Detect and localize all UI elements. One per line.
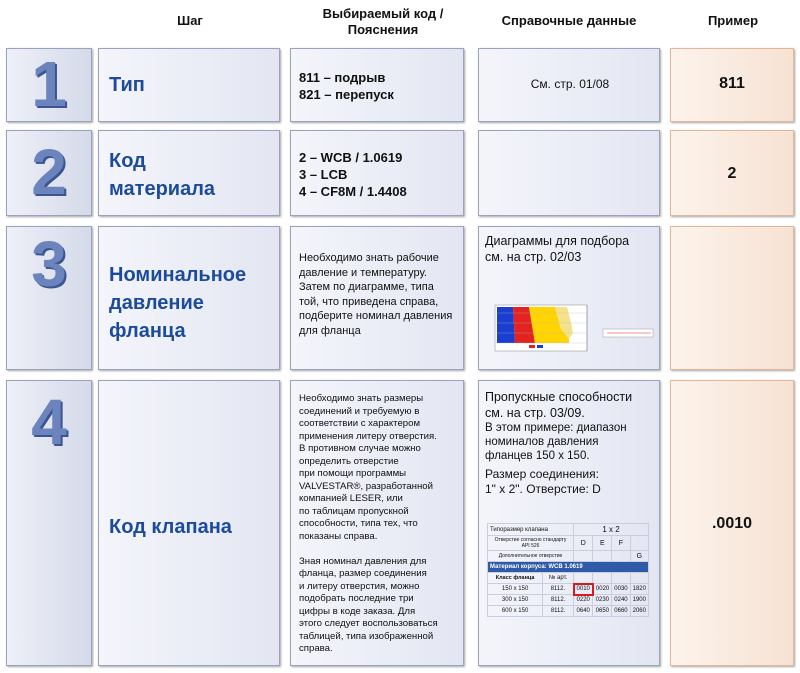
table-cell: 150 x 150	[488, 584, 543, 595]
ref-text-4a: Пропускные способности см. на стр. 03/09.	[485, 390, 633, 420]
example-box-4	[670, 380, 794, 666]
table-row	[488, 595, 649, 606]
table-cell: 1820	[630, 584, 648, 595]
header-ref: Справочные данные	[501, 13, 637, 28]
step-name-box-2	[98, 130, 280, 216]
step-name-box-3	[98, 226, 280, 370]
ref-box-1	[478, 48, 660, 122]
ref-text-1: См. стр. 01/08	[530, 77, 610, 91]
table-cell: 8112.	[543, 595, 574, 606]
table-cell: Типоразмер клапана	[488, 524, 574, 536]
pressure-temperature-diagram	[483, 293, 655, 363]
example-box-3	[670, 226, 794, 370]
table-cell: 0030	[612, 584, 630, 595]
code-box-1	[290, 48, 464, 122]
step-number-box-3	[6, 226, 92, 370]
ref-text-4c: Размер соединения: 1" x 2". Отверстие: D	[485, 467, 601, 496]
table-cell	[630, 536, 648, 551]
table-cell: 0220	[574, 595, 593, 606]
step-number-box-1	[6, 48, 92, 122]
table-cell: 0660	[612, 606, 630, 617]
table-cell: 0020	[593, 584, 612, 595]
table-cell: E	[593, 536, 612, 551]
code-text-3: Необходимо знать рабочие давление и температуру. Затем по диаграмме, типа той, что приведена справа, подберите номинал давления для фланца	[299, 252, 453, 337]
ref-box-4	[478, 380, 660, 666]
table-cell: G	[630, 551, 648, 562]
table-cell: 8112.	[543, 606, 574, 617]
table-header: Материал корпуса: WCB 1.0619	[488, 562, 649, 573]
table-cell	[612, 551, 630, 562]
step-number-box-2	[6, 130, 92, 216]
table-cell: 2060	[630, 606, 648, 617]
table-cell: 1 x 2	[574, 524, 649, 536]
table-cell: 300 x 150	[488, 595, 543, 606]
table-cell	[593, 551, 612, 562]
header-example: Пример	[707, 13, 759, 28]
table-cell	[574, 551, 593, 562]
capacity-table	[487, 523, 649, 617]
code-text-1: 811 – подрыв 821 – перепуск	[299, 70, 394, 102]
table-cell: 1900	[630, 595, 648, 606]
step-name-1: Тип	[109, 74, 145, 96]
table-cell: Класс фланца	[488, 573, 543, 584]
table-cell	[630, 573, 648, 584]
step-name-4: Код клапана	[109, 516, 232, 538]
step-name-2: Код материала	[109, 150, 216, 200]
example-value-4: .0010	[711, 515, 753, 532]
table-cell: 0640	[574, 606, 593, 617]
example-value-2: 2	[727, 165, 737, 182]
table-cell: D	[574, 536, 593, 551]
ref-box-3	[478, 226, 660, 370]
step-number-3: 3	[31, 228, 67, 300]
table-cell	[593, 573, 612, 584]
step-number-2: 2	[31, 136, 67, 208]
table-cell: Отверстие согласно стандарту API 526	[488, 536, 574, 551]
ref-box-2	[478, 130, 660, 216]
table-cell: № арт.	[543, 573, 574, 584]
table-cell: 8112.	[543, 584, 574, 595]
table-cell: F	[612, 536, 630, 551]
step-name-box-1	[98, 48, 280, 122]
table-cell: 600 x 150	[488, 606, 543, 617]
table-cell: 0240	[612, 595, 630, 606]
header-step: Шаг	[177, 13, 203, 28]
step-number-box-4	[6, 380, 92, 666]
code-text-4: Необходимо знать размеры соединений и требуемую в соответствии с характером применения литеру отверстия. В противном случае можно определить отверстие при помощи программы VALVESTAR®, разработанной компанией LESER, или по таблицам пропускной способности, типа тех, что показаны справа. Зная номинал давления для фланца, размер соединения и литеру отверстия, можно подобрать последние три цифры в коде заказа. Для этого следует воспользоваться таблицей, типа изображенной справа.	[299, 393, 438, 654]
header-code: Выбираемый код / Пояснения	[322, 6, 444, 37]
step-number-4: 4	[31, 386, 67, 458]
step-number-1: 1	[31, 48, 67, 120]
example-value-1: 811	[719, 75, 745, 92]
highlighted-cell: 0010	[574, 584, 593, 595]
step-name-box-4	[98, 380, 280, 666]
code-box-2	[290, 130, 464, 216]
code-text-2: 2 – WCB / 1.0619 3 – LCB 4 – CF8M / 1.4408	[299, 150, 407, 199]
step-name-3: Номинальное давление фланца	[109, 264, 247, 342]
ref-text-3: Диаграммы для подбора см. на стр. 02/03	[485, 234, 630, 264]
table-cell: Дополнительное отверстие	[488, 551, 574, 562]
table-cell	[612, 573, 630, 584]
example-box-2	[670, 130, 794, 216]
table-cell: 0650	[593, 606, 612, 617]
example-box-1	[670, 48, 794, 122]
code-box-4	[290, 380, 464, 666]
ref-text-4b: В этом примере: диапазон номиналов давления фланцев 150 x 150.	[485, 422, 627, 462]
table-cell	[574, 573, 593, 584]
table-cell: 0230	[593, 595, 612, 606]
table-row	[488, 606, 649, 617]
table-row	[488, 584, 649, 595]
code-box-3	[290, 226, 464, 370]
